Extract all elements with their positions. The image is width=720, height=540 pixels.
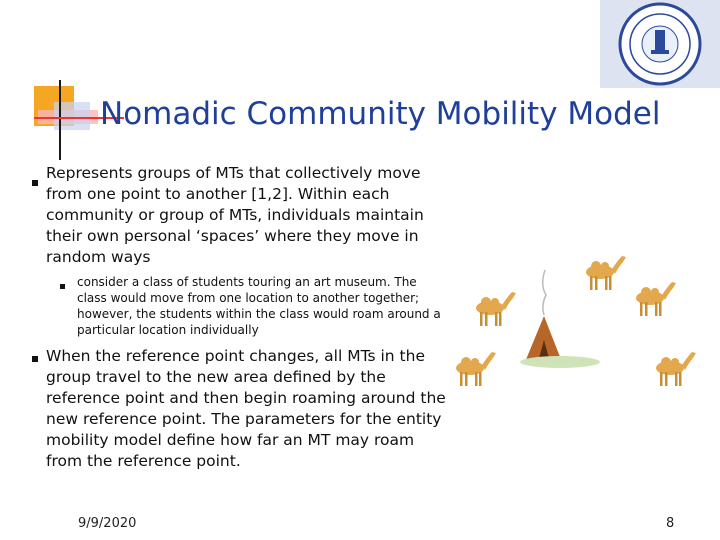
slide-title: Nomadic Community Mobility Model: [100, 96, 661, 132]
camel-icon: [456, 352, 496, 386]
sub-bullet-text: consider a class of students touring an art museum. The class would move from one location to another together; however, the students within the class would roam around a particular location individually: [77, 275, 441, 337]
university-seal-icon: [598, 0, 720, 90]
bullet-text: Represents groups of MTs that collectively move from one point to another [1,2]. Within each community or group of MTs, individuals maintain their own personal ‘spaces’ where they move in random ways: [46, 164, 424, 266]
footer-date: 9/9/2020: [78, 516, 137, 531]
camels-tent-illustration: [440, 240, 710, 400]
bullet-marker: [32, 180, 38, 186]
camel-icon: [586, 256, 626, 290]
page-number: 8: [666, 516, 675, 531]
bullet-text: When the reference point changes, all MTs in the group travel to the new area defined by the reference point and then begin roaming around the new reference point. The parameters for the entity mobility model define how far an MT may roam from the reference point.: [46, 347, 446, 470]
camel-icon: [636, 282, 676, 316]
camel-icon: [476, 292, 516, 326]
camel-icon: [656, 352, 696, 386]
sub-bullet-marker: [60, 284, 65, 289]
bullet-marker: [32, 356, 38, 362]
